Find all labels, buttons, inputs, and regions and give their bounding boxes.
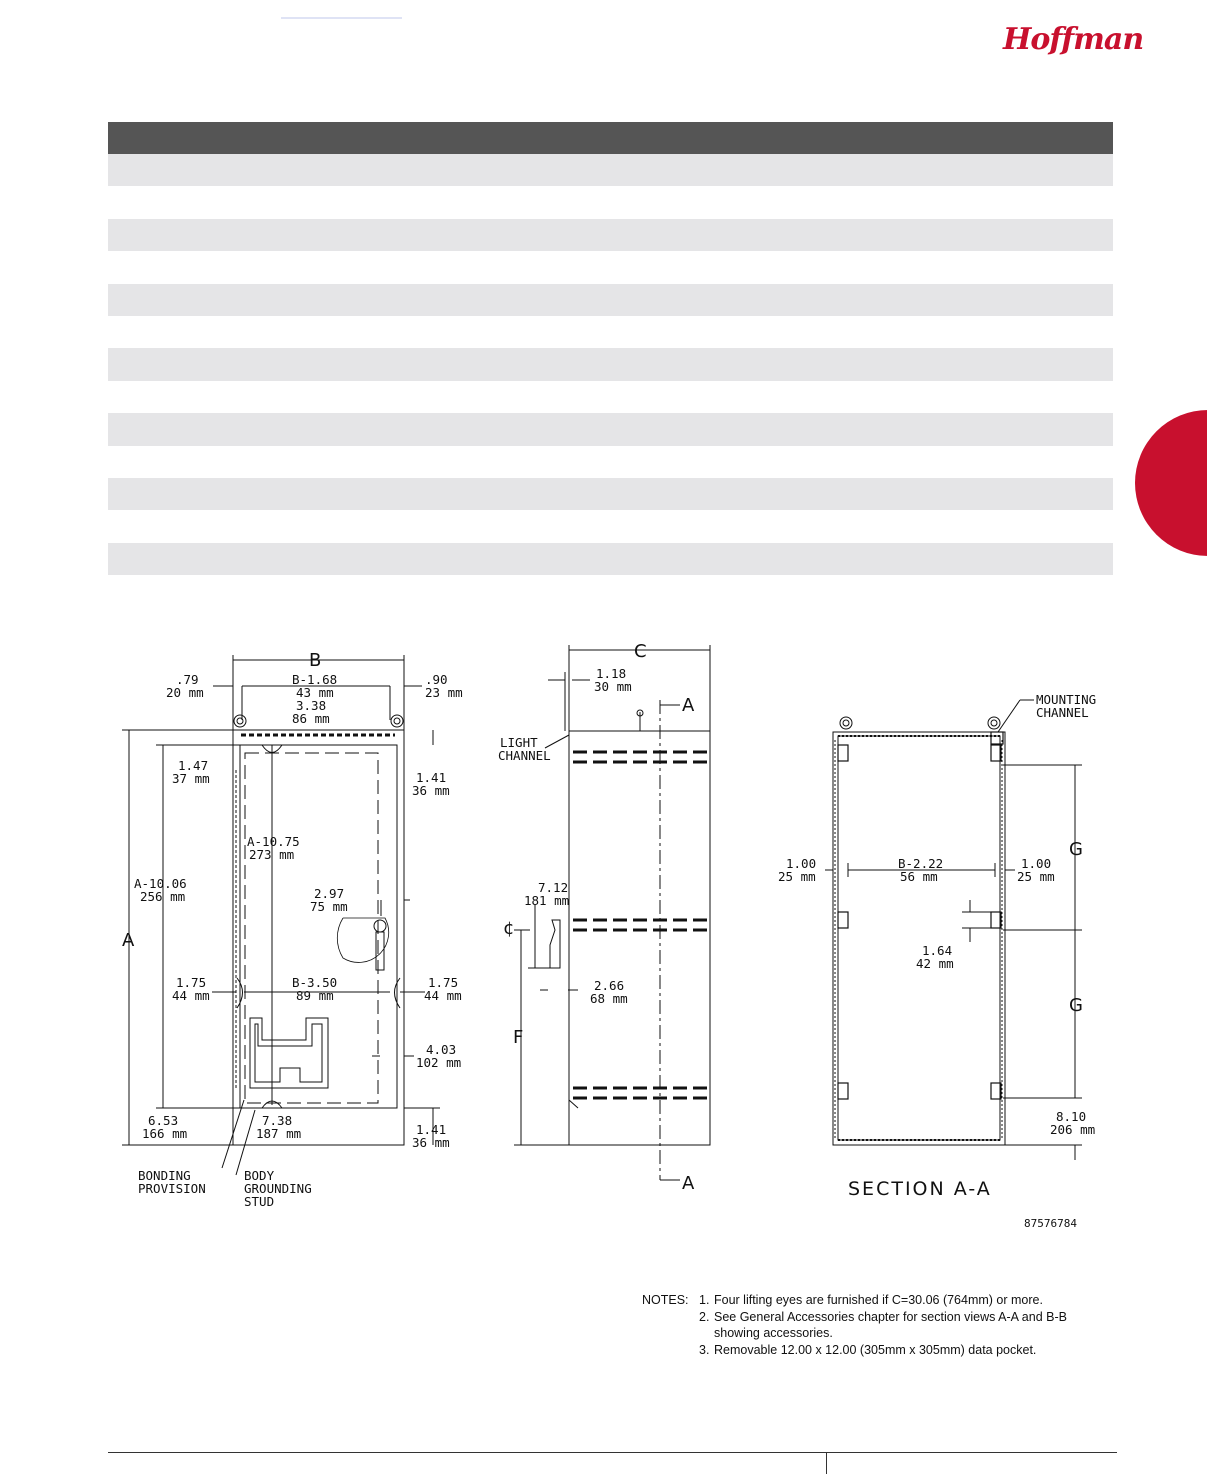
svg-text:CHANNEL: CHANNEL bbox=[1036, 705, 1089, 720]
svg-text:36 mm: 36 mm bbox=[412, 783, 450, 798]
svg-text:44 mm: 44 mm bbox=[424, 988, 462, 1003]
hoffman-logo: Hoffman bbox=[1003, 22, 1144, 57]
svg-text:36 mm: 36 mm bbox=[412, 1135, 450, 1150]
footer-tick bbox=[826, 1452, 827, 1474]
svg-text:1.41: 1.41 bbox=[416, 1122, 447, 1137]
svg-text:44 mm: 44 mm bbox=[172, 988, 210, 1003]
svg-text:1.75: 1.75 bbox=[176, 975, 207, 990]
dim-a: A bbox=[122, 930, 135, 951]
svg-text:187 mm: 187 mm bbox=[256, 1126, 302, 1141]
svg-text:.90: .90 bbox=[425, 672, 448, 687]
svg-text:25 mm: 25 mm bbox=[1017, 869, 1055, 884]
drawing-number: 87576784 bbox=[1024, 1217, 1077, 1230]
svg-text:B-3.50: B-3.50 bbox=[292, 975, 338, 990]
svg-text:8.10: 8.10 bbox=[1056, 1109, 1087, 1124]
svg-text:23 mm: 23 mm bbox=[425, 685, 463, 700]
svg-text:PROVISION: PROVISION bbox=[138, 1181, 206, 1196]
svg-text:.79: .79 bbox=[176, 672, 199, 687]
notes: NOTES: 1. Four lifting eyes are furnished if C=30.06 (764mm) or more. 2. See General Accessories chapter for section views A-A and B-B showing accessories. 3. Removable 12.00 x 12.00 (305mm x 305mm) data pocket. bbox=[642, 1292, 1084, 1358]
svg-text:1.75: 1.75 bbox=[428, 975, 459, 990]
section-marker-top: A bbox=[682, 695, 695, 716]
centerline-symbol: ¢ bbox=[503, 918, 515, 939]
svg-text:75 mm: 75 mm bbox=[310, 899, 348, 914]
svg-text:GROUNDING: GROUNDING bbox=[244, 1181, 312, 1196]
svg-text:25 mm: 25 mm bbox=[778, 869, 816, 884]
svg-text:BONDING: BONDING bbox=[138, 1168, 191, 1183]
svg-text:B-1.68: B-1.68 bbox=[292, 672, 338, 687]
svg-text:181 mm: 181 mm bbox=[524, 893, 570, 908]
svg-text:A-10.75: A-10.75 bbox=[247, 834, 300, 849]
svg-text:1.64: 1.64 bbox=[922, 943, 953, 958]
svg-text:A-10.06: A-10.06 bbox=[134, 876, 187, 891]
svg-text:89 mm: 89 mm bbox=[296, 988, 334, 1003]
svg-text:6.53: 6.53 bbox=[148, 1113, 179, 1128]
svg-text:BODY: BODY bbox=[244, 1168, 275, 1183]
svg-text:MOUNTING: MOUNTING bbox=[1036, 692, 1097, 707]
dim-b: B bbox=[309, 650, 322, 671]
dim-g-top: G bbox=[1069, 839, 1083, 860]
svg-text:2.66: 2.66 bbox=[594, 978, 625, 993]
notes-label: NOTES: bbox=[642, 1293, 689, 1307]
svg-text:30 mm: 30 mm bbox=[594, 679, 632, 694]
note-2: See General Accessories chapter for section views A-A and B-B showing accessories. bbox=[714, 1309, 1067, 1340]
dim-g-bottom: G bbox=[1069, 995, 1083, 1016]
svg-text:7.38: 7.38 bbox=[262, 1113, 293, 1128]
side-view bbox=[514, 645, 710, 1180]
dim-f: F bbox=[513, 1027, 524, 1048]
note-3: Removable 12.00 x 12.00 (305mm x 305mm) data pocket. bbox=[714, 1342, 1037, 1357]
section-title: SECTION A-A bbox=[848, 1178, 992, 1200]
svg-text:273 mm: 273 mm bbox=[249, 847, 295, 862]
svg-text:7.12: 7.12 bbox=[538, 880, 569, 895]
note-1: Four lifting eyes are furnished if C=30.06 (764mm) or more. bbox=[714, 1293, 1043, 1307]
section-marker-bottom: A bbox=[682, 1173, 695, 1194]
svg-text:LIGHT: LIGHT bbox=[500, 735, 538, 750]
svg-text:256 mm: 256 mm bbox=[140, 889, 186, 904]
svg-text:42 mm: 42 mm bbox=[916, 956, 954, 971]
section-view-labels bbox=[778, 692, 1096, 1230]
svg-text:37 mm: 37 mm bbox=[172, 771, 210, 786]
svg-text:1.00: 1.00 bbox=[786, 856, 817, 871]
svg-text:43 mm: 43 mm bbox=[296, 685, 334, 700]
svg-text:1.41: 1.41 bbox=[416, 770, 447, 785]
svg-text:STUD: STUD bbox=[244, 1194, 275, 1209]
svg-text:102 mm: 102 mm bbox=[416, 1055, 462, 1070]
svg-text:2.97: 2.97 bbox=[314, 886, 345, 901]
footer-divider bbox=[108, 1452, 1117, 1453]
svg-text:1.18: 1.18 bbox=[596, 666, 627, 681]
front-view bbox=[122, 655, 440, 1175]
svg-text:B-2.22: B-2.22 bbox=[898, 856, 944, 871]
svg-text:1.47: 1.47 bbox=[178, 758, 209, 773]
svg-text:206 mm: 206 mm bbox=[1050, 1122, 1096, 1137]
svg-text:4.03: 4.03 bbox=[426, 1042, 457, 1057]
svg-text:20 mm: 20 mm bbox=[166, 685, 204, 700]
svg-text:68 mm: 68 mm bbox=[590, 991, 628, 1006]
svg-text:86 mm: 86 mm bbox=[292, 711, 330, 726]
dim-c: C bbox=[634, 641, 647, 662]
side-view-labels bbox=[498, 641, 695, 1194]
section-view bbox=[825, 700, 1082, 1160]
svg-text:1.00: 1.00 bbox=[1021, 856, 1052, 871]
svg-text:166 mm: 166 mm bbox=[142, 1126, 188, 1141]
svg-text:CHANNEL: CHANNEL bbox=[498, 748, 551, 763]
svg-text:3.38: 3.38 bbox=[296, 698, 327, 713]
svg-text:56 mm: 56 mm bbox=[900, 869, 938, 884]
